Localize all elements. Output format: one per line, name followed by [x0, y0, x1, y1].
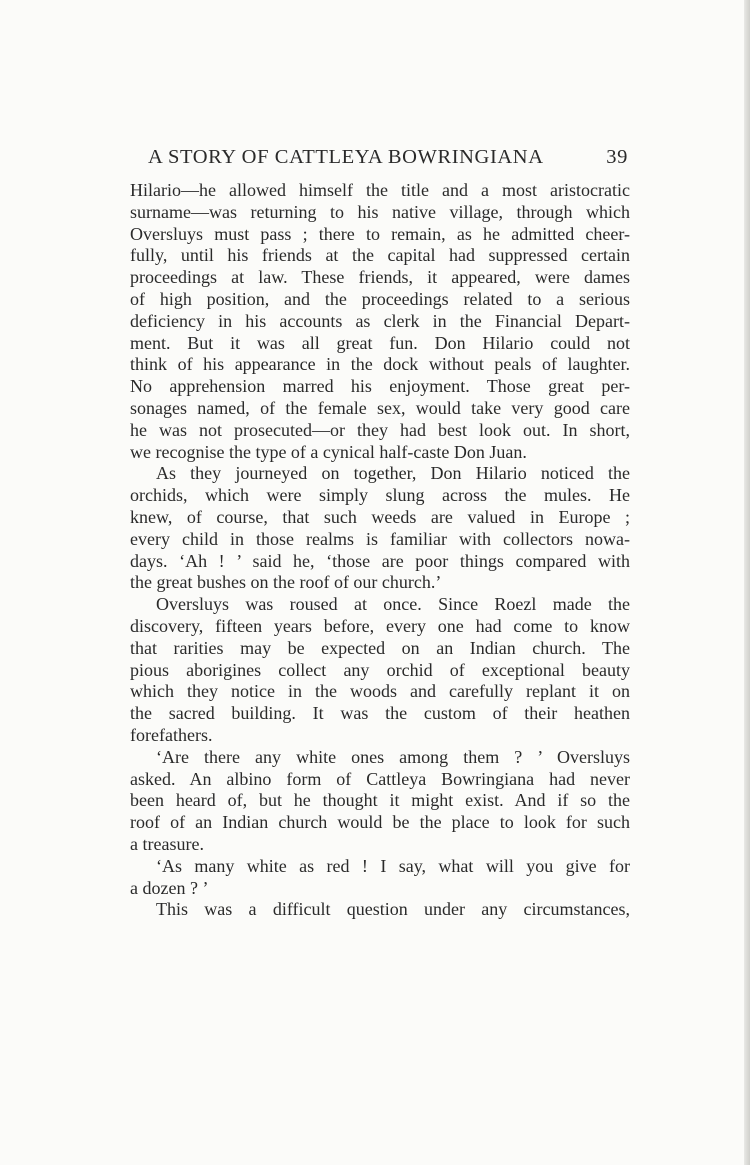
- text-line: the sacred building. It was the custom of their heathen: [130, 703, 630, 724]
- text-line: every child in those realms is familiar with collectors nowa-: [130, 528, 630, 549]
- text-line: roof of an Indian church would be the place to look for such: [130, 812, 630, 833]
- text-line: No apprehension marred his enjoyment. Those great per-: [130, 376, 630, 397]
- text-line: been heard of, but he thought it might exist. And if so the: [130, 790, 630, 811]
- text-line: days. ‘Ah ! ’ said he, ‘those are poor things compared with: [130, 550, 630, 571]
- text-line: Hilario—he allowed himself the title and a most aristocratic: [130, 180, 630, 200]
- running-head: [148, 146, 628, 174]
- body-text: [130, 180, 630, 921]
- text-line: that rarities may be expected on an Indian church. The: [130, 637, 630, 658]
- text-line: the great bushes on the roof of our church.’: [130, 572, 442, 593]
- text-line: ‘Are there any white ones among them ? ’ Oversluys: [156, 746, 630, 767]
- page-number: 39: [606, 146, 628, 168]
- text-line: a treasure.: [130, 833, 204, 854]
- text-line: asked. An albino form of Cattleya Bowringiana had never: [130, 768, 630, 789]
- text-line: surname—was returning to his native village, through which: [130, 201, 630, 222]
- text-line: As they journeyed on together, Don Hilario noticed the: [156, 463, 630, 484]
- text-line: This was a difficult question under any circumstances,: [156, 899, 630, 920]
- text-line: Oversluys was roused at once. Since Roezl made the: [156, 594, 630, 615]
- running-head-title: A STORY OF CATTLEYA BOWRINGIANA: [148, 146, 544, 168]
- text-line: forefathers.: [130, 724, 213, 745]
- page-edge: [744, 0, 750, 1165]
- text-line: deficiency in his accounts as clerk in the Financial Depart-: [130, 310, 630, 331]
- text-line: discovery, fifteen years before, every one had come to know: [130, 615, 630, 636]
- text-line: knew, of course, that such weeds are valued in Europe ;: [130, 506, 630, 527]
- text-line: Oversluys must pass ; there to remain, as he admitted cheer-: [130, 223, 630, 244]
- text-line: of high position, and the proceedings related to a serious: [130, 288, 630, 309]
- text-line: think of his appearance in the dock without peals of laughter.: [130, 354, 630, 375]
- text-line: ment. But it was all great fun. Don Hilario could not: [130, 332, 630, 353]
- text-line: we recognise the type of a cynical half-caste Don Juan.: [130, 441, 527, 462]
- text-line: which they notice in the woods and carefully replant it on: [130, 681, 630, 702]
- text-line: proceedings at law. These friends, it appeared, were dames: [130, 267, 630, 288]
- text-line: pious aborigines collect any orchid of exceptional beauty: [130, 659, 630, 680]
- text-line: sonages named, of the female sex, would take very good care: [130, 397, 630, 418]
- text-line: ‘As many white as red ! I say, what will you give for: [156, 855, 630, 876]
- text-line: orchids, which were simply slung across the mules. He: [130, 485, 630, 506]
- text-line: he was not prosecuted—or they had best look out. In short,: [130, 419, 630, 440]
- text-line: a dozen ? ’: [130, 877, 209, 898]
- text-line: fully, until his friends at the capital had suppressed certain: [130, 245, 630, 266]
